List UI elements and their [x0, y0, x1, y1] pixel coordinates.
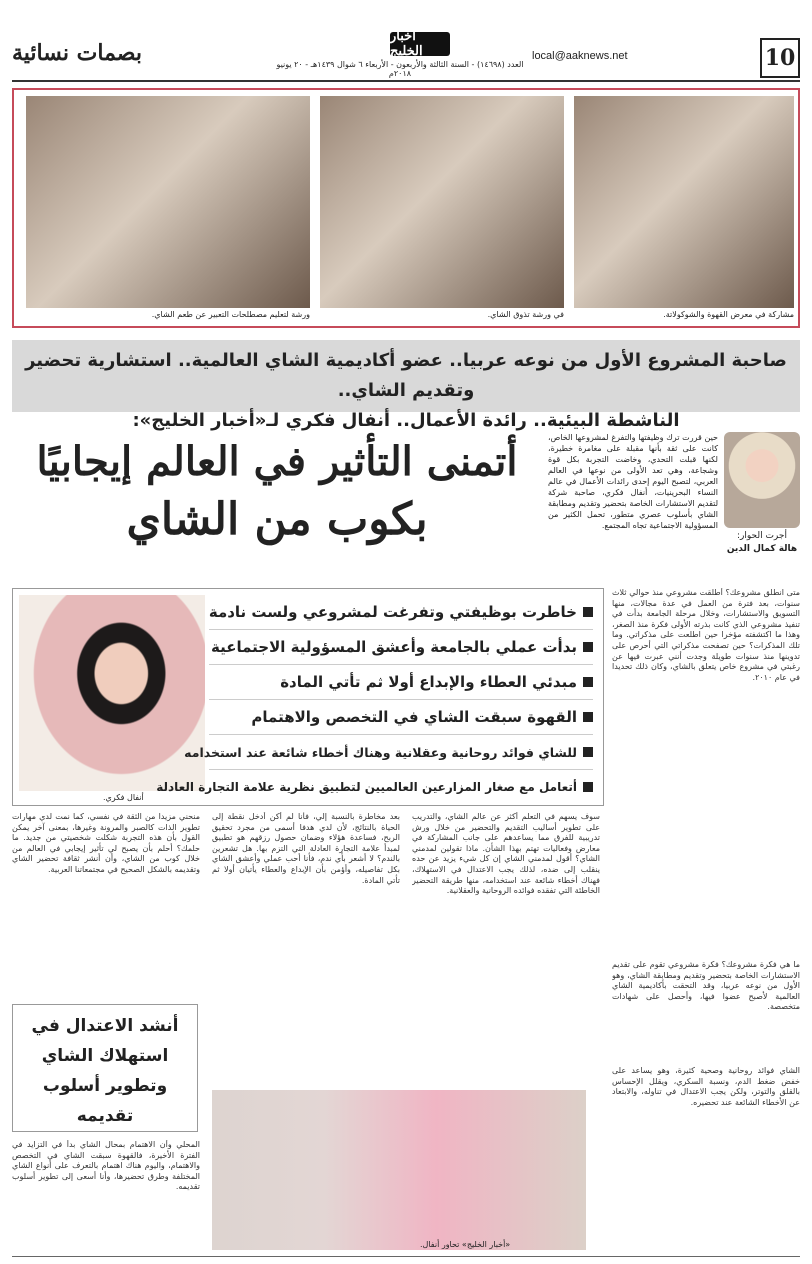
- byline-name: هالة كمال الدين: [726, 544, 798, 554]
- page-header: [12, 29, 800, 82]
- square-bullet-icon: [583, 642, 593, 652]
- square-bullet-icon: [583, 782, 593, 792]
- byline-label: أجرت الحوار:: [737, 531, 787, 541]
- body-column: ما هي فكرة مشروعك؟ فكرة مشروعي تقوم على تقديم الاستشارات الخاصة بتحضير وتقديم ومطابقة الشاي، وهو الأول من نوعه عربيا، وقد التحقت بأكاديمية الشاي العالمية لأصبح عضوا فيها، وأحصل على شهادات متخصصة.: [612, 960, 800, 1012]
- pull-quote: خاطرت بوظيفتي وتفرغت لمشروعي ولست نادمة: [209, 595, 593, 630]
- deck-band: [12, 340, 800, 431]
- photo-caption: مشاركة في معرض القهوة والشوكولاتة.: [663, 310, 794, 319]
- photo-tea-tasting: [320, 96, 564, 308]
- square-bullet-icon: [583, 747, 593, 757]
- pull-quote: أتعامل مع صغار المزارعين العالميين لتطبيق نظرية علامة التجارة العادلة: [209, 770, 593, 804]
- photo-coffee-fair: [574, 96, 794, 308]
- body-column: الشاي فوائد روحانية وصحية كثيرة، وهو يساعد على خفض ضغط الدم، ونسبة السكري، ويقلل الإحساس بالقلق والتوتر، ولكن يجب الاعتدال في تناوله، والابتعاد عن الأخطاء الشائعة عند تحضيره.: [612, 1066, 800, 1107]
- photo-caption: «أخبار الخليج» تحاور أنفال.: [420, 1240, 511, 1249]
- byline: [724, 530, 800, 556]
- photo-workshop-group: [26, 96, 310, 308]
- section-title: بصمات نسائية: [12, 40, 143, 66]
- headline-line: أتمنى التأثير في العالم إيجابيًا: [36, 438, 518, 485]
- footer-divider: [12, 1256, 800, 1257]
- headline-line: بكوب من الشاي: [126, 494, 428, 545]
- pull-quote-list: [156, 595, 593, 804]
- pull-quotes-box: [12, 588, 604, 806]
- square-bullet-icon: [583, 677, 593, 687]
- body-column: المحلي وأن الاهتمام بمحال الشاي بدأ في التزايد في الفترة الأخيرة، فالقهوة سبقت الشاي في التخصص والاهتمام، واليوم هناك اهتمام بالتعرف على أنواع الشاي المختلفة وطرق تحضيرها، وأنا أسعى إلى تطوير أسلوب تقديمه.: [12, 1140, 200, 1192]
- square-bullet-icon: [583, 712, 593, 722]
- pull-quote: القهوة سبقت الشاي في التخصص والاهتمام: [209, 700, 593, 735]
- pull-quote: بدأت عملي بالجامعة وأعشق المسؤولية الاجتماعية: [209, 630, 593, 665]
- body-column: منحني مزيدا من الثقة في نفسي، كما نمت لدي مهارات تطوير الذات كالصبر والمرونة وغيرها، بمعنى آخر يمكن القول بأن هذه التجربة شكلت شخصيتي من جديد. ما حلمك؟ أحلم بأن يصبح لي تأثير إيجابي في العالم من خلال كوب من الشاي، وأن أنشر ثقافة تحضير الشاي وتقديمه بالشكل الصحيح في مجتمعاتنا العربية.: [12, 812, 200, 874]
- interviewer-portrait: [724, 432, 800, 528]
- photo-caption: في ورشة تذوق الشاي.: [487, 310, 564, 319]
- anfal-photo: [19, 595, 205, 791]
- photo-strip: [12, 88, 800, 328]
- intro-paragraph: حين قررت ترك وظيفتها والتفرغ لمشروعها الخاص، كانت على ثقة بأنها مقبلة على مغامرة خطيرة، لكنها قبلت التحدي، وخاضت التجربة بكل قوة وشجاعة، وهي تعد الأولى من نوعها في العالم العربي، لتصبح اليوم إحدى رائدات الأعمال في عالم النساء البحرينيات، أنفال فكري، صاحبة شركة لتقديم الاستشارات الخاصة بتحضير وتقديم ومطابقة الشاي بأسلوب عصري متطور، تحمل الكثير من المسؤولية الاجتماعية تجاه المجتمع.: [548, 433, 718, 530]
- issue-line: العدد (١٤٦٩٨) - السنة الثالثة والأربعون - الأربعاء ٦ شوال ١٤٣٩هـ - ٢٠ يونيو ٢٠١٨م: [276, 60, 524, 78]
- deck-line: الناشطة البيئية.. رائدة الأعمال.. أنفال فكري لـ«أخبار الخليج»:: [132, 410, 680, 431]
- body-column: متى انطلق مشروعك؟ أطلقت مشروعي منذ حوالي ثلاث سنوات، بعد فترة من العمل في عدة مجالات، منها التسويق والاستشارات، وخلال مرحلة الجامعة بدأت في تنفيذ مشروعي الذي كانت بذرته الأولى فكرة منذ الصغر، وهذا ما اكتشفته مؤخرا حين اطلعت على مذكراتي. وما تلك المذكرات؟ حين تصفحت مذكراتي التي أحرص على تدوينها منذ سنوات طويلة وجدت أنني عبرت فيها عن رغبتي في مشروع خاص يتعلق بالشاي، وكان ذلك تحديدا في عام ٢٠١٠.: [612, 588, 800, 682]
- side-pull-quote: أنشد الاعتدال في استهلاك الشاي وتطوير أسلوب تقديمه: [12, 1004, 198, 1132]
- body-column: بعد مخاطرة بالنسبة إلي، فأنا لم أكن أدخل نقطة إلى الحياة بالنتائج، لأن لدي هدفا أسمى من مجرد تحقيق الربح، فساعدة هؤلاء وضمان حصول رزقهم هو تطبيق لمبدأ علامة التجارة العادلة التي التزم بها. هل تشعرين بالندم؟ لا أشعر بأي ندم، فأنا أحب عملي وأعشق الشاي بكل تفاصيله، وأؤمن بأن الإبداع والعطاء يأتيان أولا ثم تأتي المادة.: [212, 812, 400, 885]
- page-number: 10: [760, 38, 800, 78]
- main-headline: [12, 432, 542, 552]
- contact-email: local@aaknews.net: [532, 50, 628, 62]
- deck-line: صاحبة المشروع الأول من نوعه عربيا.. عضو أكاديمية الشاي العالمية.. استشارية تحضير وتقديم الشاي..: [25, 350, 787, 401]
- newspaper-logo: أخبار الخليج: [390, 32, 450, 56]
- pull-quote: للشاي فوائد روحانية وعقلانية وهناك أخطاء شائعة عند استخدامه: [209, 735, 593, 770]
- interview-photo: [212, 1090, 586, 1250]
- photo-caption: ورشة لتعليم مصطلحات التعبير عن طعم الشاي.: [151, 310, 310, 319]
- body-column: سوف يسهم في التعلم أكثر عن عالم الشاي، والتدريب على تطوير أساليب التقديم والتحضير من خلال ورش تدريبية للفرق مما يساعدهم على جانب المشاركة في معارض وفعاليات تهتم بهذا الشأن. ماذا تقولين لمدمني الشاي؟ أقول لمدمني الشاي إن كل شيء يزيد عن حده ينقلب إلى ضده، لذلك يجب الاعتدال في الاستهلاك، فهناك أخطاء شائعة عند استخدامه، منها طريقة التحضير الخاطئة التي تفقده فوائده الروحانية والعقلانية.: [412, 812, 600, 896]
- pull-quote: مبدئي العطاء والإبداع أولا ثم تأتي المادة: [209, 665, 593, 700]
- square-bullet-icon: [583, 607, 593, 617]
- photo-caption: أنفال فكري.: [103, 793, 144, 802]
